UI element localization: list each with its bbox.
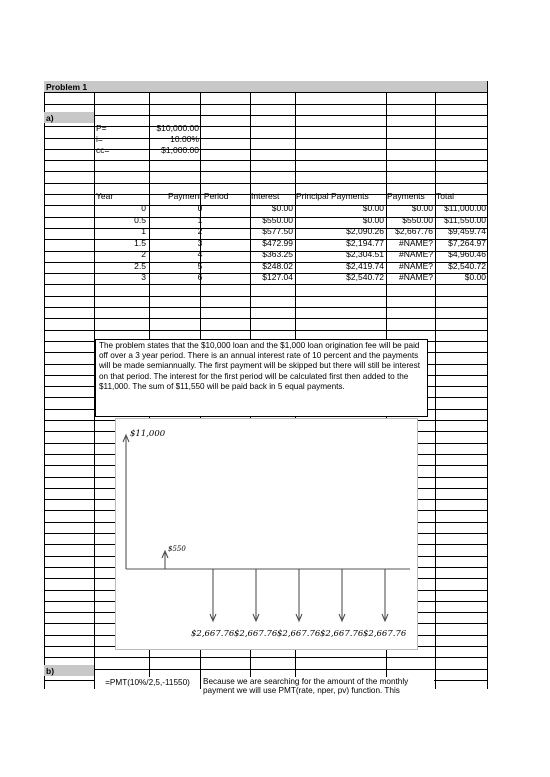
cell-total: $11,000.00 [444, 203, 486, 213]
cell-principal: $2,090.26 [346, 226, 384, 236]
cell-year: 2.5 [134, 260, 146, 271]
cell-interest: $577.50 [262, 226, 293, 236]
cell-interest: $472.99 [262, 237, 293, 248]
cell-total: $9,459.74 [448, 226, 486, 236]
cell-payment: #NAME? [398, 237, 433, 248]
spreadsheet [44, 81, 487, 695]
cell-payment: $2,667.76 [395, 226, 433, 236]
payment-label-5: $2,667.76 [363, 629, 407, 639]
cell-total: $2,540.72 [448, 260, 486, 271]
grid-row-line [44, 138, 487, 139]
header-principal: Principal Payments [296, 191, 369, 201]
grid-row-line [44, 657, 487, 658]
grid-row-line [44, 318, 487, 319]
grid-row-line [44, 160, 487, 161]
cell-payment: $550.00 [402, 214, 433, 225]
input-value-p: $10,000.00 [156, 123, 199, 133]
part-b-label: b) [46, 666, 55, 676]
cell-period: 4 [197, 249, 203, 259]
cell-principal: $0.00 [362, 203, 384, 213]
grid-row-line [44, 171, 487, 172]
pmt-formula: =PMT(10%/2,5,-11550) [95, 677, 200, 689]
header-payments: Payments [387, 191, 425, 201]
part-b-explanation: Because we are searching for the amount of the monthly payment we will use PMT(rate, nper, pv) function. This [201, 677, 434, 689]
grid-col-line [487, 81, 488, 689]
cell-payment: #NAME? [398, 272, 433, 282]
grid-row-line [44, 330, 487, 331]
cell-period: 0 [197, 203, 203, 213]
header-total: Total [436, 191, 454, 201]
header-payment-period: Payment Period [168, 191, 229, 201]
cell-period: 2 [197, 226, 203, 236]
input-label-i: i= [96, 134, 103, 144]
cell-principal: $2,419.74 [346, 260, 384, 271]
cell-principal: $2,304.51 [346, 249, 384, 259]
cell-period: 5 [197, 260, 203, 271]
grid-row-line [44, 284, 487, 285]
cell-total: $11,550.00 [444, 214, 486, 225]
grid-col-line [435, 81, 436, 689]
cell-total: $4,960.46 [448, 249, 486, 259]
top-label: $11,000 [130, 429, 166, 439]
cell-payment: $0.00 [411, 203, 433, 213]
input-value-cc: $1,000.00 [161, 145, 199, 155]
grid-row-line [44, 115, 487, 116]
payment-label-3: $2,667.76 [277, 629, 321, 639]
input-label-p: P= [96, 123, 107, 133]
cell-period: 6 [197, 272, 203, 282]
problem-banner [44, 81, 487, 92]
cell-interest: $127.04 [262, 272, 293, 282]
input-label-cc: cc= [96, 145, 110, 155]
grid-row-line [44, 126, 487, 127]
problem-title: Problem 1 [46, 82, 88, 92]
cell-payment: #NAME? [398, 260, 433, 271]
header-interest: Interest [251, 191, 280, 201]
cell-principal: $2,540.72 [346, 272, 384, 282]
cell-year: 2 [141, 249, 146, 259]
cell-interest: $248.02 [262, 260, 293, 271]
cell-year: 0 [141, 203, 146, 213]
payment-label-2: $2,667.76 [234, 629, 278, 639]
grid-row-line [44, 104, 487, 105]
cell-interest: $363.25 [262, 249, 293, 259]
grid-row-line [44, 149, 487, 150]
grid-col-line [44, 81, 45, 689]
cell-period: 3 [197, 237, 203, 248]
grid-row-line [44, 183, 487, 184]
cell-year: 1.5 [134, 237, 146, 248]
cash-flow-diagram [115, 418, 418, 650]
cell-interest: $550.00 [262, 214, 293, 225]
header-year: Year [96, 191, 114, 201]
payment-arrows [210, 569, 388, 621]
cell-year: 3 [141, 272, 146, 282]
grid-row-line [44, 92, 487, 93]
cell-total: $0.00 [464, 272, 486, 282]
payment-label-4: $2,667.76 [320, 629, 364, 639]
cell-year: 0.5 [134, 214, 146, 225]
cell-total: $7,264.97 [448, 237, 486, 248]
grid-row-line [44, 307, 487, 308]
cell-year: 1 [141, 226, 146, 236]
cell-principal: $2,194.77 [346, 237, 384, 248]
grid-row-line [44, 296, 487, 297]
cell-interest: $0.00 [271, 203, 293, 213]
cash-flow-svg [116, 419, 417, 649]
mid-label: $550 [168, 545, 186, 553]
payment-label-1: $2,667.76 [191, 629, 235, 639]
explanation-text: The problem states that the $10,000 loan and the $1,000 loan origination fee will be paid off over a 3 year period. There is an annual interest rate of 10 percent and the payments will be made semiannually. The first payment will be skipped but there will still be interest on that period. The interest for the first period will be calculated first then added to the $11,000. The sum of $11,550 will be paid back in 5 equal payments. [95, 339, 428, 417]
cell-period: 1 [197, 214, 203, 225]
part-a-label: a) [46, 113, 54, 123]
input-value-i: 10.00% [170, 134, 199, 144]
cell-principal: $0.00 [362, 214, 384, 225]
grid-row-line [44, 669, 487, 670]
cell-payment: #NAME? [398, 249, 433, 259]
